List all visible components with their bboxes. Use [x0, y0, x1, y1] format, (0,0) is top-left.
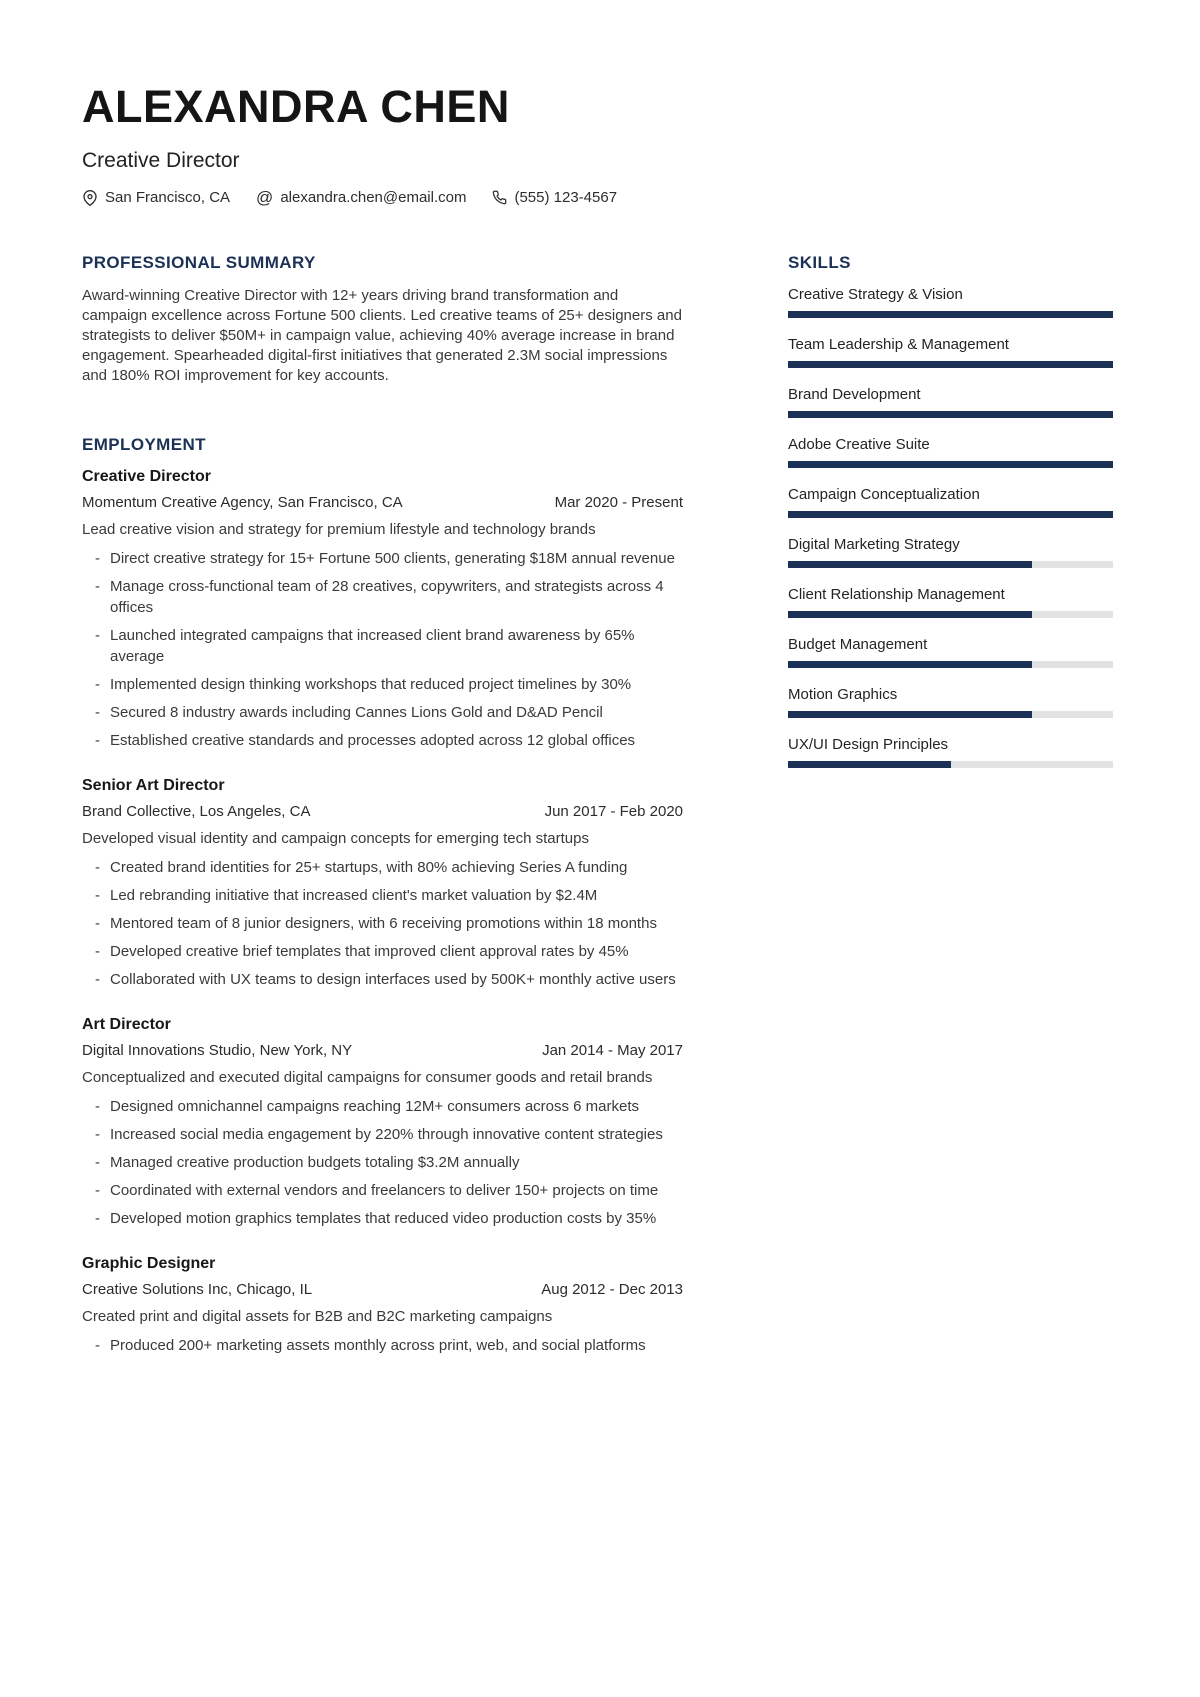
job-title: Creative Director — [82, 468, 211, 485]
bullet-item: - Designed omnichannel campaigns reaching 12M+ consumers across 6 markets — [82, 1096, 683, 1117]
job-entry — [82, 1255, 683, 1356]
bullet-item: - Manage cross-functional team of 28 creatives, copywriters, and strategists across 4 offices — [82, 576, 683, 618]
skill-name: Digital Marketing Strategy — [788, 536, 960, 553]
job-description: Lead creative vision and strategy for premium lifestyle and technology brands — [82, 521, 596, 538]
skill-name: Budget Management — [788, 636, 928, 653]
skill-bar — [788, 611, 1113, 618]
skill-bar — [788, 461, 1113, 468]
job-bullets — [82, 857, 683, 990]
summary-section — [82, 253, 683, 386]
job-meta — [82, 494, 683, 511]
contact-email-text: alexandra.chen@email.com — [280, 189, 467, 206]
skill-bar-fill — [788, 711, 1032, 718]
job-meta — [82, 1042, 683, 1059]
skill-bar-fill — [788, 761, 951, 768]
skill-bar-fill — [788, 311, 1113, 318]
job-bullets — [82, 548, 683, 751]
skill-item — [788, 536, 1113, 568]
job-title: Art Director — [82, 1016, 171, 1033]
job-entry — [82, 777, 683, 990]
contact-phone-text: (555) 123-4567 — [514, 189, 618, 206]
summary-heading: PROFESSIONAL SUMMARY — [82, 253, 316, 272]
job-title: Senior Art Director — [82, 777, 225, 794]
summary-text: Award-winning Creative Director with 12+ years driving brand transformation and campaign excellence across Fortune 500 clients. Led creative teams of 25+ designers and strategists to deliver $50M+ in campaign value, achieving 40% average increase in brand engagement. Spearheaded digital-first initiatives that generated 2.3M social impressions and 180% ROI improvement for key accounts. — [82, 287, 682, 384]
job-description: Created print and digital assets for B2B and B2C marketing campaigns — [82, 1308, 553, 1325]
job-entry — [82, 468, 683, 751]
bullet-item: - Produced 200+ marketing assets monthly across print, web, and social platforms — [82, 1335, 683, 1356]
skill-name: Brand Development — [788, 386, 921, 403]
at-sign-icon: @ — [256, 188, 274, 207]
bullet-item: - Secured 8 industry awards including Cannes Lions Gold and D&AD Pencil — [82, 702, 683, 723]
job-company: Creative Solutions Inc, Chicago, IL — [82, 1281, 313, 1298]
bullet-item: - Increased social media engagement by 220% through innovative content strategies — [82, 1124, 683, 1145]
skill-name: Motion Graphics — [788, 686, 898, 703]
skill-item — [788, 636, 1113, 668]
bullet-item: - Direct creative strategy for 15+ Fortune 500 clients, generating $18M annual revenue — [82, 548, 683, 569]
skill-bar — [788, 361, 1113, 368]
skill-bar-fill — [788, 511, 1113, 518]
bullet-item: - Collaborated with UX teams to design interfaces used by 500K+ monthly active users — [82, 969, 683, 990]
skill-name: Client Relationship Management — [788, 586, 1005, 603]
job-bullets — [82, 1096, 683, 1229]
skill-bar — [788, 411, 1113, 418]
employment-section — [82, 435, 683, 1356]
skill-bar-fill — [788, 611, 1032, 618]
skill-item — [788, 336, 1113, 368]
phone-icon — [492, 190, 507, 205]
skill-bar — [788, 711, 1113, 718]
job-description: Conceptualized and executed digital campaigns for consumer goods and retail brands — [82, 1069, 653, 1086]
bullet-item: - Developed motion graphics templates that reduced video production costs by 35% — [82, 1208, 683, 1229]
skill-name: Creative Strategy & Vision — [788, 286, 963, 303]
bullet-item: - Launched integrated campaigns that increased client brand awareness by 65% average — [82, 625, 683, 667]
bullet-item: - Implemented design thinking workshops that reduced project timelines by 30% — [82, 674, 683, 695]
main-column — [82, 253, 683, 1363]
skill-bar-fill — [788, 661, 1032, 668]
skill-bar-fill — [788, 361, 1113, 368]
skill-bar — [788, 661, 1113, 668]
skills-sidebar — [788, 253, 1113, 786]
bullet-item: - Established creative standards and processes adopted across 12 global offices — [82, 730, 683, 751]
contact-location-text: San Francisco, CA — [105, 189, 231, 206]
job-meta — [82, 1281, 683, 1298]
job-dates: Jun 2017 - Feb 2020 — [544, 803, 683, 820]
skill-name: Campaign Conceptualization — [788, 486, 980, 503]
skill-item — [788, 736, 1113, 768]
skill-name: Team Leadership & Management — [788, 336, 1009, 353]
skill-bar-fill — [788, 411, 1113, 418]
job-company: Brand Collective, Los Angeles, CA — [82, 803, 311, 820]
bullet-item: - Coordinated with external vendors and freelancers to deliver 150+ projects on time — [82, 1180, 683, 1201]
employment-heading: EMPLOYMENT — [82, 435, 206, 454]
bullet-item: - Led rebranding initiative that increased client's market valuation by $2.4M — [82, 885, 683, 906]
person-title: Creative Director — [82, 149, 240, 172]
skill-item — [788, 386, 1113, 418]
job-bullets — [82, 1335, 683, 1356]
skill-bar — [788, 761, 1113, 768]
job-meta — [82, 803, 683, 820]
job-title: Graphic Designer — [82, 1255, 216, 1272]
person-name: ALEXANDRA CHEN — [82, 81, 510, 132]
job-company: Digital Innovations Studio, New York, NY — [82, 1042, 353, 1059]
contact-row — [82, 189, 1113, 206]
skill-item — [788, 286, 1113, 318]
skill-bar-fill — [788, 561, 1032, 568]
resume-header — [82, 81, 1113, 207]
job-description: Developed visual identity and campaign concepts for emerging tech startups — [82, 830, 589, 847]
skill-name: UX/UI Design Principles — [788, 736, 949, 753]
contact-location — [82, 189, 230, 206]
skill-bar — [788, 511, 1113, 518]
job-dates: Aug 2012 - Dec 2013 — [541, 1281, 683, 1298]
job-entry — [82, 1016, 683, 1229]
job-company: Momentum Creative Agency, San Francisco, CA — [82, 494, 403, 511]
skill-item — [788, 586, 1113, 618]
skill-bar-fill — [788, 461, 1113, 468]
skills-heading: SKILLS — [788, 253, 851, 272]
skill-bar — [788, 311, 1113, 318]
content-columns — [82, 253, 1113, 1363]
skill-name: Adobe Creative Suite — [788, 436, 930, 453]
skill-item — [788, 486, 1113, 518]
contact-email — [256, 189, 466, 206]
bullet-item: - Managed creative production budgets totaling $3.2M annually — [82, 1152, 683, 1173]
bullet-item: - Developed creative brief templates that improved client approval rates by 45% — [82, 941, 683, 962]
job-dates: Jan 2014 - May 2017 — [542, 1042, 683, 1059]
job-dates: Mar 2020 - Present — [554, 494, 683, 511]
skill-item — [788, 686, 1113, 718]
contact-phone — [492, 189, 617, 206]
skill-item — [788, 436, 1113, 468]
bullet-item: - Created brand identities for 25+ startups, with 80% achieving Series A funding — [82, 857, 683, 878]
skill-bar — [788, 561, 1113, 568]
location-pin-icon — [82, 190, 98, 206]
bullet-item: - Mentored team of 8 junior designers, with 6 receiving promotions within 18 months — [82, 913, 683, 934]
